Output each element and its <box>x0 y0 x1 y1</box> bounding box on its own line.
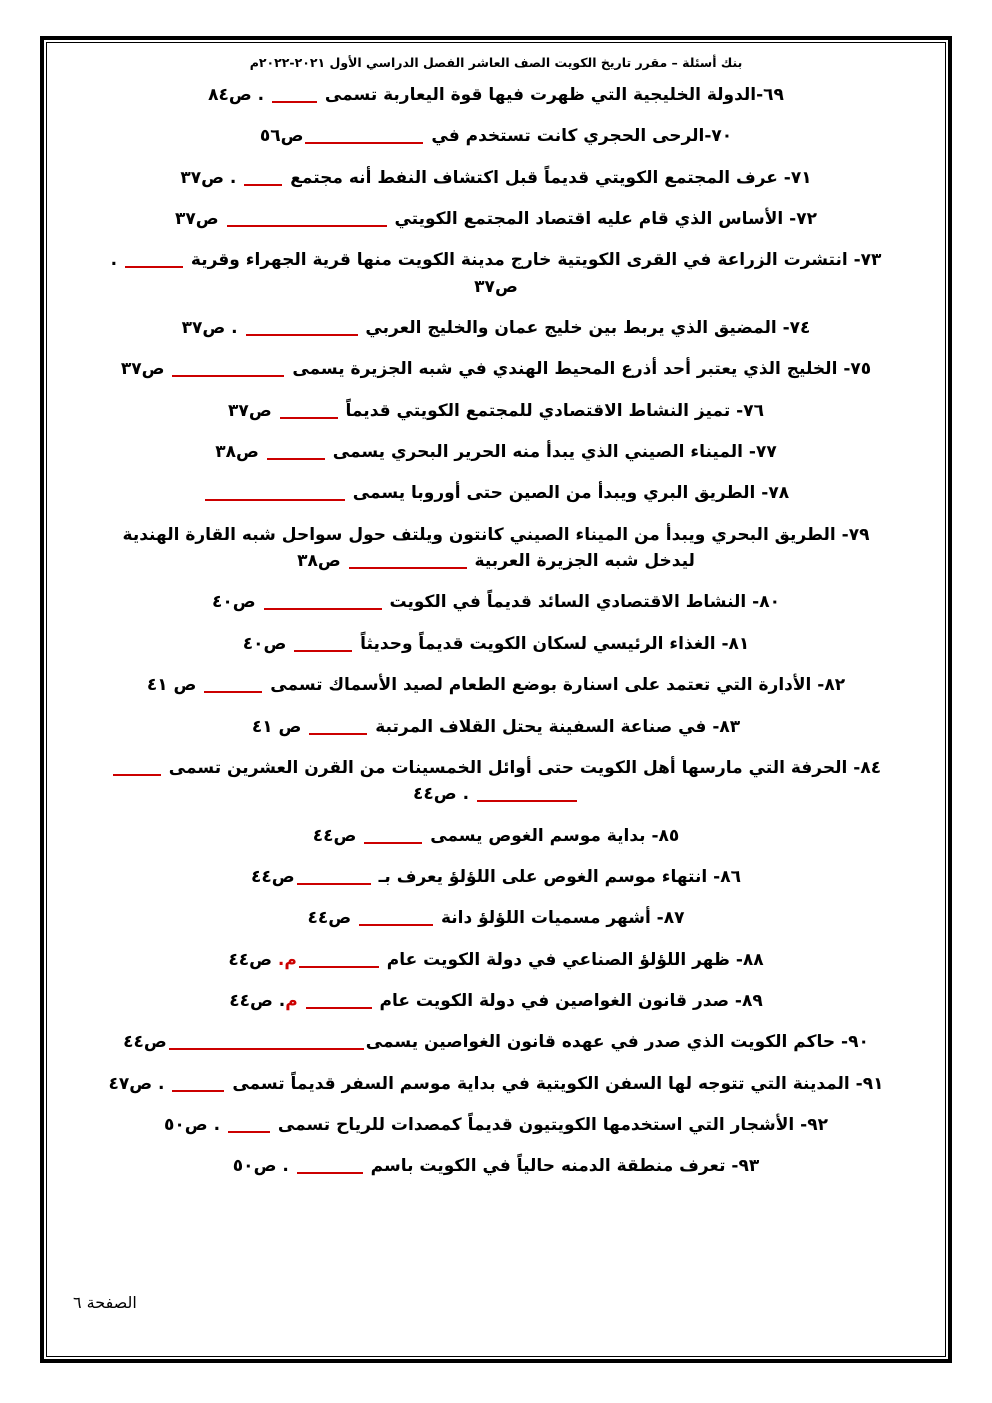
question-row <box>73 480 919 506</box>
question-row <box>73 356 919 382</box>
question-text: ٩١- المدينة التي تتوجه لها السفن الكويتية في بداية موسم السفر قديماً تسمى <box>226 1073 884 1094</box>
answer-blank <box>297 880 371 885</box>
question-text: ٧٥- الخليج الذي يعتبر أحد أذرع المحيط الهندي في شبه الجزيرة يسمى <box>286 359 872 380</box>
answer-blank <box>299 963 379 968</box>
answer-blank <box>172 1087 224 1092</box>
question-text: ٨٠- النشاط الاقتصادي السائد قديماً في الكويت <box>383 592 780 613</box>
answer-blank <box>125 263 183 268</box>
question-row <box>73 82 919 108</box>
answer-blank <box>477 797 577 802</box>
question-text: ٩٣- تعرف منطقة الدمنه حالياً في الكويت باسم <box>364 1156 760 1177</box>
question-text: ٧٨- الطريق البري ويبدأ من الصين حتى أوروبا يسمى <box>346 483 790 504</box>
question-text: . ص٥٠ <box>164 1114 226 1135</box>
answer-blank <box>364 839 422 844</box>
question-text: ص٣٨ <box>297 551 347 572</box>
answer-blank <box>359 921 433 926</box>
answer-blank <box>172 372 284 377</box>
question-row <box>73 165 919 191</box>
question-text: ٨٢- الأدارة التي تعتمد على اسنارة بوضع الطعام لصيد الأسماك تسمى <box>264 675 846 696</box>
question-text: ص٣٧ <box>474 276 518 297</box>
question-text: ص٤٠ <box>242 633 293 654</box>
answer-blank <box>205 496 345 501</box>
question-row <box>73 1029 919 1055</box>
answer-blank <box>246 331 358 336</box>
answer-red-text: م <box>285 990 304 1011</box>
question-text: ص٤٤ <box>251 866 295 887</box>
question-text: ٩٢- الأشجار التي استخدمها الكويتيون قديماً كمصدات للرياح تسمى <box>271 1114 828 1135</box>
question-text: ٧٢- الأساس الذي قام عليه اقتصاد المجتمع الكويتي <box>388 209 817 230</box>
question-row <box>73 398 919 424</box>
question-row <box>73 522 919 575</box>
question-text: . <box>110 250 123 271</box>
answer-red-text: م. <box>277 949 297 970</box>
question-row <box>73 823 919 849</box>
question-row <box>73 1153 919 1179</box>
question-row <box>73 439 919 465</box>
question-text: ٧٦- تميز النشاط الاقتصادي للمجتمع الكويتي قديماً <box>339 400 764 421</box>
question-text: ص٣٧ <box>120 359 171 380</box>
question-text: ص ٤١ <box>251 716 308 737</box>
question-row <box>73 247 919 300</box>
answer-blank <box>309 730 367 735</box>
question-text: . ص٨٤ <box>208 85 270 105</box>
question-text: ص٤٠ <box>212 592 262 613</box>
question-text: ص٥٦ <box>259 126 304 147</box>
question-text: ص٣٨ <box>215 442 265 463</box>
question-text: ص٤٤ <box>228 949 278 970</box>
questions-list <box>73 82 919 1180</box>
question-text: ص٣٧ <box>228 400 278 421</box>
answer-blank <box>244 181 282 186</box>
question-text: ص٣٧ <box>174 209 225 230</box>
question-row <box>73 1112 919 1138</box>
question-text: ٦٩-الدولة الخليجية التي ظهرت فيها قوة اليعاربة تسمى <box>319 85 784 105</box>
answer-blank <box>297 1169 363 1174</box>
question-text: . ص٤٤ <box>413 784 475 805</box>
question-text: . ص٥٠ <box>232 1156 295 1177</box>
question-text: ٨٧- أشهر مسميات اللؤلؤ دانة <box>435 908 685 929</box>
question-row <box>73 631 919 657</box>
answer-blank <box>349 564 467 569</box>
question-text: ٨١- الغذاء الرئيسي لسكان الكويت قديماً وحديثاً <box>354 633 750 654</box>
question-text: . ص٤٤ <box>229 990 286 1011</box>
question-text: ليدخل شبه الجزيرة العربية <box>468 551 695 572</box>
question-row <box>73 315 919 341</box>
question-text: ٧٠-الرحى الحجري كانت تستخدم في <box>425 126 733 147</box>
question-row <box>73 988 919 1014</box>
answer-blank <box>264 605 382 610</box>
page-border-frame <box>40 36 952 1363</box>
question-text: ص٤٤ <box>312 825 363 846</box>
question-text: . ص٣٧ <box>181 318 244 339</box>
question-row <box>73 123 919 149</box>
answer-blank <box>169 1045 364 1050</box>
question-text: ٧٧- الميناء الصيني الذي يبدأ منه الحرير البحري يسمى <box>326 442 777 463</box>
question-text: ص ٤١ <box>146 675 203 696</box>
question-text: ٧١- عرف المجتمع الكويتي قديماً قبل اكتشاف النفط أنه مجتمع <box>284 167 812 188</box>
question-text: ٨٦- انتهاء موسم الغوص على اللؤلؤ يعرف بـ <box>372 866 741 887</box>
question-row <box>73 755 919 808</box>
question-text: ٨٤- الحرفة التي مارسها أهل الكويت حتى أوائل الخمسينات من القرن العشرين تسمى <box>162 757 882 778</box>
question-row <box>73 206 919 232</box>
question-row <box>73 864 919 890</box>
page-border-inner <box>46 42 946 1357</box>
answer-blank <box>227 222 387 227</box>
document-header: بنك أسئلة – مقرر تاريخ الكويت الصف العاشر الفصل الدراسي الأول ٢٠٢١-٢٠٢٢م <box>249 55 743 70</box>
question-text: ص٤٤ <box>307 908 358 929</box>
question-row <box>73 714 919 740</box>
question-row <box>73 589 919 615</box>
question-row <box>73 1071 919 1097</box>
page-number-footer: الصفحة ٦ <box>73 1293 137 1312</box>
answer-blank <box>294 647 352 652</box>
question-text: ص٤٤ <box>123 1032 167 1053</box>
question-text: . ص٤٧ <box>108 1073 171 1094</box>
answer-blank <box>204 688 262 693</box>
question-text: ٧٩- الطريق البحري ويبدأ من الميناء الصيني كانتون ويلتف حول سواحل شبه القارة الهندية <box>122 524 870 545</box>
answer-blank <box>305 139 423 144</box>
answer-blank <box>272 98 317 103</box>
question-text: ٨٥- بداية موسم الغوص يسمى <box>424 825 680 846</box>
question-text: ٧٤- المضيق الذي يربط بين خليج عمان والخليج العربي <box>359 318 811 339</box>
answer-blank <box>113 771 161 776</box>
answer-blank <box>280 414 338 419</box>
question-row <box>73 672 919 698</box>
answer-blank <box>306 1004 372 1009</box>
question-row <box>73 947 919 973</box>
answer-blank <box>228 1128 270 1133</box>
answer-blank <box>267 455 325 460</box>
question-text: ٨٨- ظهر اللؤلؤ الصناعي في دولة الكويت عام <box>380 949 764 970</box>
question-text: ٧٣- انتشرت الزراعة في القرى الكويتية خارج مدينة الكويت منها قرية الجهراء وقرية <box>184 250 882 271</box>
question-text: ٩٠- حاكم الكويت الذي صدر في عهده قانون الغواصين يسمى <box>365 1032 869 1053</box>
question-row <box>73 905 919 931</box>
question-text: ٨٩- صدر قانون الغواصين في دولة الكويت عام <box>373 990 763 1011</box>
question-text: . ص٣٧ <box>180 167 243 188</box>
question-text: ٨٣- في صناعة السفينة يحتل القلاف المرتبة <box>369 716 741 737</box>
